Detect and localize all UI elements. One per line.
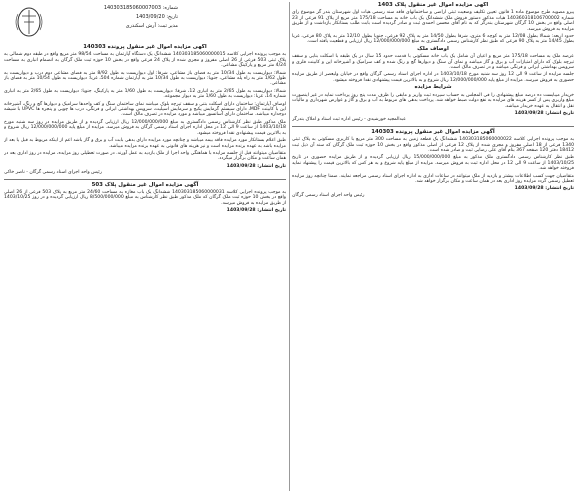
- notice-paragraph: عرصه ملک به مساحت 175/18 متر مربع و اعیان آن شامل یک باب خانه مسکونی با قدمت حدود 15 سال در یک طبقه با اسکلت بنایی و سقف تیرچه بلوک که دارای امتیازات آب و برق و گاز میباشد و نمای آن سنگ و دیوارها گچ و رنگ شده و کف سرامیک و آشپزخانه اپن و کابینت فلزی و سرویس بهداشتی ایرانی و فرنگی میباشد و در تصرف مالک است.: [292, 54, 574, 71]
- notice-paragraph: ملک مذکور طبق نظر کارشناس رسمی دادگستری به مبلغ 12/000/000/000 ریال ارزیابی گردیده و از طریق مزایده در روز سه شنبه مورخ 1403/10/18 از ساعت 9 الی 12 در محل اداره اجرای اسناد رسمی گرگان به فروش میرسد. مزایده از مبلغ پایه 12/000/000/000 ریال شروع و به بالاترین قیمت پیشنهادی نقدا فروخته میشود.: [4, 119, 286, 136]
- publish-date: تاریخ انتشار: 1403/09/28: [226, 163, 286, 169]
- header-date: تاریخ: 1403/09/20: [135, 14, 178, 20]
- notice-paragraph: طبق نظر کارشناس رسمی دادگستری ملک مذکور به مبلغ 15/000/000/000 ریال ارزیابی گردیده و از طریق مزایده حضوری در تاریخ 1403/10/25 از ساعت 9 الی 12 در محل اداره ثبت به فروش میرسد. مزایده از مبلغ پایه شروع و به هر کس که بالاترین قیمت را پیشنهاد نماید فروخته خواهد شد.: [292, 155, 574, 172]
- notice-paragraph: اوصاف آپارتمان: ساختمان دارای اسکلت بتنی و سقف تیرچه بلوک میباشد نمای ساختمان سنگ و کف واحدها سرامیک و دیوارها گچ و رنگ، آشپزخانه اپن با کابینت MDF، دارای سیستم گرمایش پکیج و سرمایش اسپلیت، سرویس بهداشتی ایرانی و فرنگی، درب ها چوبی و پنجره ها UPVC با شیشه دوجداره میباشد. ساختمان دارای آسانسور میباشد و مورد مزایده در تصرف مالک است.: [4, 101, 286, 118]
- judiciary-emblem-icon: [4, 2, 54, 42]
- signature: رئیس واحد اجرای اسناد رسمی گرگان: [292, 192, 365, 198]
- notice-title: آگهی مزایده اموال غیر منقول پلاک 503: [91, 181, 199, 188]
- notice-paragraph: به موجب پرونده اجرایی کلاسه 140303185060000015 ششدانگ یک دستگاه آپارتمان به مساحت 98/54 متر مربع واقع در طبقه دوم شمالی به پلاک ثبتی 503 فرعی از 26 اصلی مفروز و مجزی شده از پلاک 24 فرعی واقع در بخش 10 حوزه ثبت ملک گرگان به انضمام انباری به مساحت 4/24 متر مربع و پارکینگ مشاعی.: [4, 52, 286, 69]
- document-header: [58, 4, 178, 31]
- notice-title: آگهی مزایده اموال غیر منقول پلاک 1403: [377, 2, 489, 8]
- left-column: [4, 44, 286, 491]
- column-divider: [289, 2, 290, 491]
- section-divider: [4, 179, 286, 180]
- notice-subtitle: شرایط مزایده: [414, 84, 452, 91]
- right-column: [292, 2, 574, 491]
- notice-paragraph: خریدار میبایست ده درصد مبلغ پیشنهادی را فی المجلس به حساب سپرده ثبت واریز و مابقی را ظرف مدت پنج روز پرداخت نماید در غیر اینصورت مبلغ واریزی پس از کسر هزینه های مزایده به نفع دولت ضبط خواهد شد. پرداخت بدهی های مربوط به آب و برق و گاز و عوارض شهرداری و مالیات نقل و انتقال به عهده خریدار میباشد.: [292, 92, 574, 109]
- section-divider: [292, 126, 574, 127]
- signature: رئیس واحد اجرای اسناد رسمی گرگان - ناصر خاکی: [4, 170, 102, 176]
- publish-date: تاریخ انتشار: 1403/09/28: [514, 186, 574, 192]
- notice-paragraph: شمالا: دیواریست به طول 10/34 متر به فضای باز مشاعی، شرقا: اول دیواریست به طول 8/92 متر به فضای مشاعی دوم درب و دیواریست به طول 1/62 متر به راه پله مشاعی، جنوبا: دیواریست به طول 10/34 متر به آپارتمان شماره 504، غربا: دیواریست به طول 10/54 متر به فضای باز مشاعی.: [4, 70, 286, 87]
- notice-paragraph: پیرو مصوبه طرح موضوع ماده 1 قانون تعیین تکلیف وضعیت ثبتی اراضی و ساختمانهای فاقد سند رسمی هیات اول شهرستان بندر گز موضوع رای شماره 140360318106700002 هیات مذکور دستور فروش ملک ششدانگ یک باب خانه به مساحت 175/18 متر مربع از پلاک 91 فرعی از 23 اصلی واقع در بخش 10 گرگان شهرستان بندرگز که به نام آقای محسن احمدی ثبت و صادر گردیده است بابت طلب بستانکار بازداشت و از طریق مزایده به فروش میرسد.: [292, 10, 574, 32]
- notice-paragraph: طبق اعلام بستانکار مورد مزایده فاقد بیمه میباشد و چنانچه مورد مزایده دارای بدهی بابت آب و برق و گاز باشد اعم از اینکه مربوط به قبل یا بعد از مزایده باشد به عهده برنده مزایده است و نیز هزینه های قانونی به عهده برنده مزایده میباشد.: [4, 138, 286, 149]
- notice-paragraph: متقاضیان جهت کسب اطلاعات بیشتر و بازدید از ملک میتوانند در ساعات اداری به اداره اجرای اسناد رسمی مراجعه نمایند. ضمنا چنانچه روز مزایده تعطیل رسمی گردد مزایده روز اداری بعد در همان ساعت و مکان برگزار خواهد شد.: [292, 173, 574, 184]
- notice-paragraph: شمالا: دیواریست به طول 2/65 متر به انباری 12، شرقا: دیواریست به طول 1/60 متر به پارکینگ، جنوبا: دیواریست به طول 2/65 متر به انباری شماره 14، غربا: دیواریست به طول 1/60 متر به دیوار مجموعه.: [4, 88, 286, 100]
- notice-paragraph: جلسه مزایده از ساعت 9 الی 12 روز سه شنبه مورخ 1403/10/18 در اداره اجرای اسناد رسمی گرگان واقع در خیابان ولیعصر از طریق مزایده حضوری به فروش میرسد. مزایده از مبلغ پایه 12/000/000/000 ریال شروع و به بالاترین قیمت پیشنهادی نقدا فروخته میشود.: [292, 72, 574, 83]
- notice-paragraph: به موجب پرونده اجرایی کلاسه 140303185060000031 ششدانگ یک باب مغازه به مساحت 24/60 متر مربع به پلاک 503 فرعی از 26 اصلی واقع در بخش 10 حوزه ثبت ملک گرگان که ملک مذکور طبق نظر کارشناس به مبلغ 8/500/000/000 ریال ارزیابی گردیده و در روز 1403/10/25 از طریق مزایده به فروش میرسد.: [4, 189, 286, 206]
- notice-paragraph: حدود اربعه: شمالا بطول 12/08 متر به کوچه 6 متری، شرقا بطول 14/50 متر به پلاک 92 فرعی، جنوبا بطول 12/10 متر به پلاک 80 فرعی، غربا بطول 14/45 متر به پلاک 90 فرعی که طبق نظر کارشناس رسمی دادگستری به مبلغ 12/000/000/000 ریال ارزیابی و قطعیت یافته است.: [292, 34, 574, 45]
- notice-subtitle: اوصاف ملک: [417, 45, 449, 52]
- notice-paragraph: به موجب پرونده اجرایی کلاسه 140303185060000022 ششدانگ یک قطعه زمین به مساحت 300 متر مربع با کاربری مسکونی به پلاک ثبتی 1340 فرعی از 18 اصلی مفروز و مجزی شده از پلاک 12 فرعی از اصلی مذکور واقع در بخش 10 حوزه ثبت ملک گرگان که سند آن ذیل ثبت 18412 دفتر 120 صفحه 367 بنام آقای علی رضایی ثبت و صادر شده است.: [292, 137, 574, 153]
- publish-date: تاریخ انتشار: 1403/09/28: [226, 208, 286, 214]
- header-number: شماره: 140303185060007003: [103, 5, 178, 11]
- notice-paragraph: متقاضیان میتوانند قبل از جلسه مزایده با هماهنگی واحد اجرا از ملک بازدید به عمل آورند. در صورت تعطیلی روز مزایده، مزایده در روز اداری بعد در همان ساعت و مکان برگزار میگردد.: [4, 150, 286, 162]
- header-manager: مدیر ثبت: آرش اسکندری: [125, 23, 178, 29]
- publish-date: تاریخ انتشار: 1403/09/28: [514, 110, 574, 116]
- notice-title: آگهی مزایده اموال غیر منقول پرونده 140303: [371, 128, 495, 135]
- notice-title: آگهی مزایده اموال غیر منقول پرونده 140303: [83, 44, 207, 50]
- signature: عبدالمجید خورشیدی - رئیس اداره ثبت اسناد و املاک بندرگز: [292, 117, 407, 123]
